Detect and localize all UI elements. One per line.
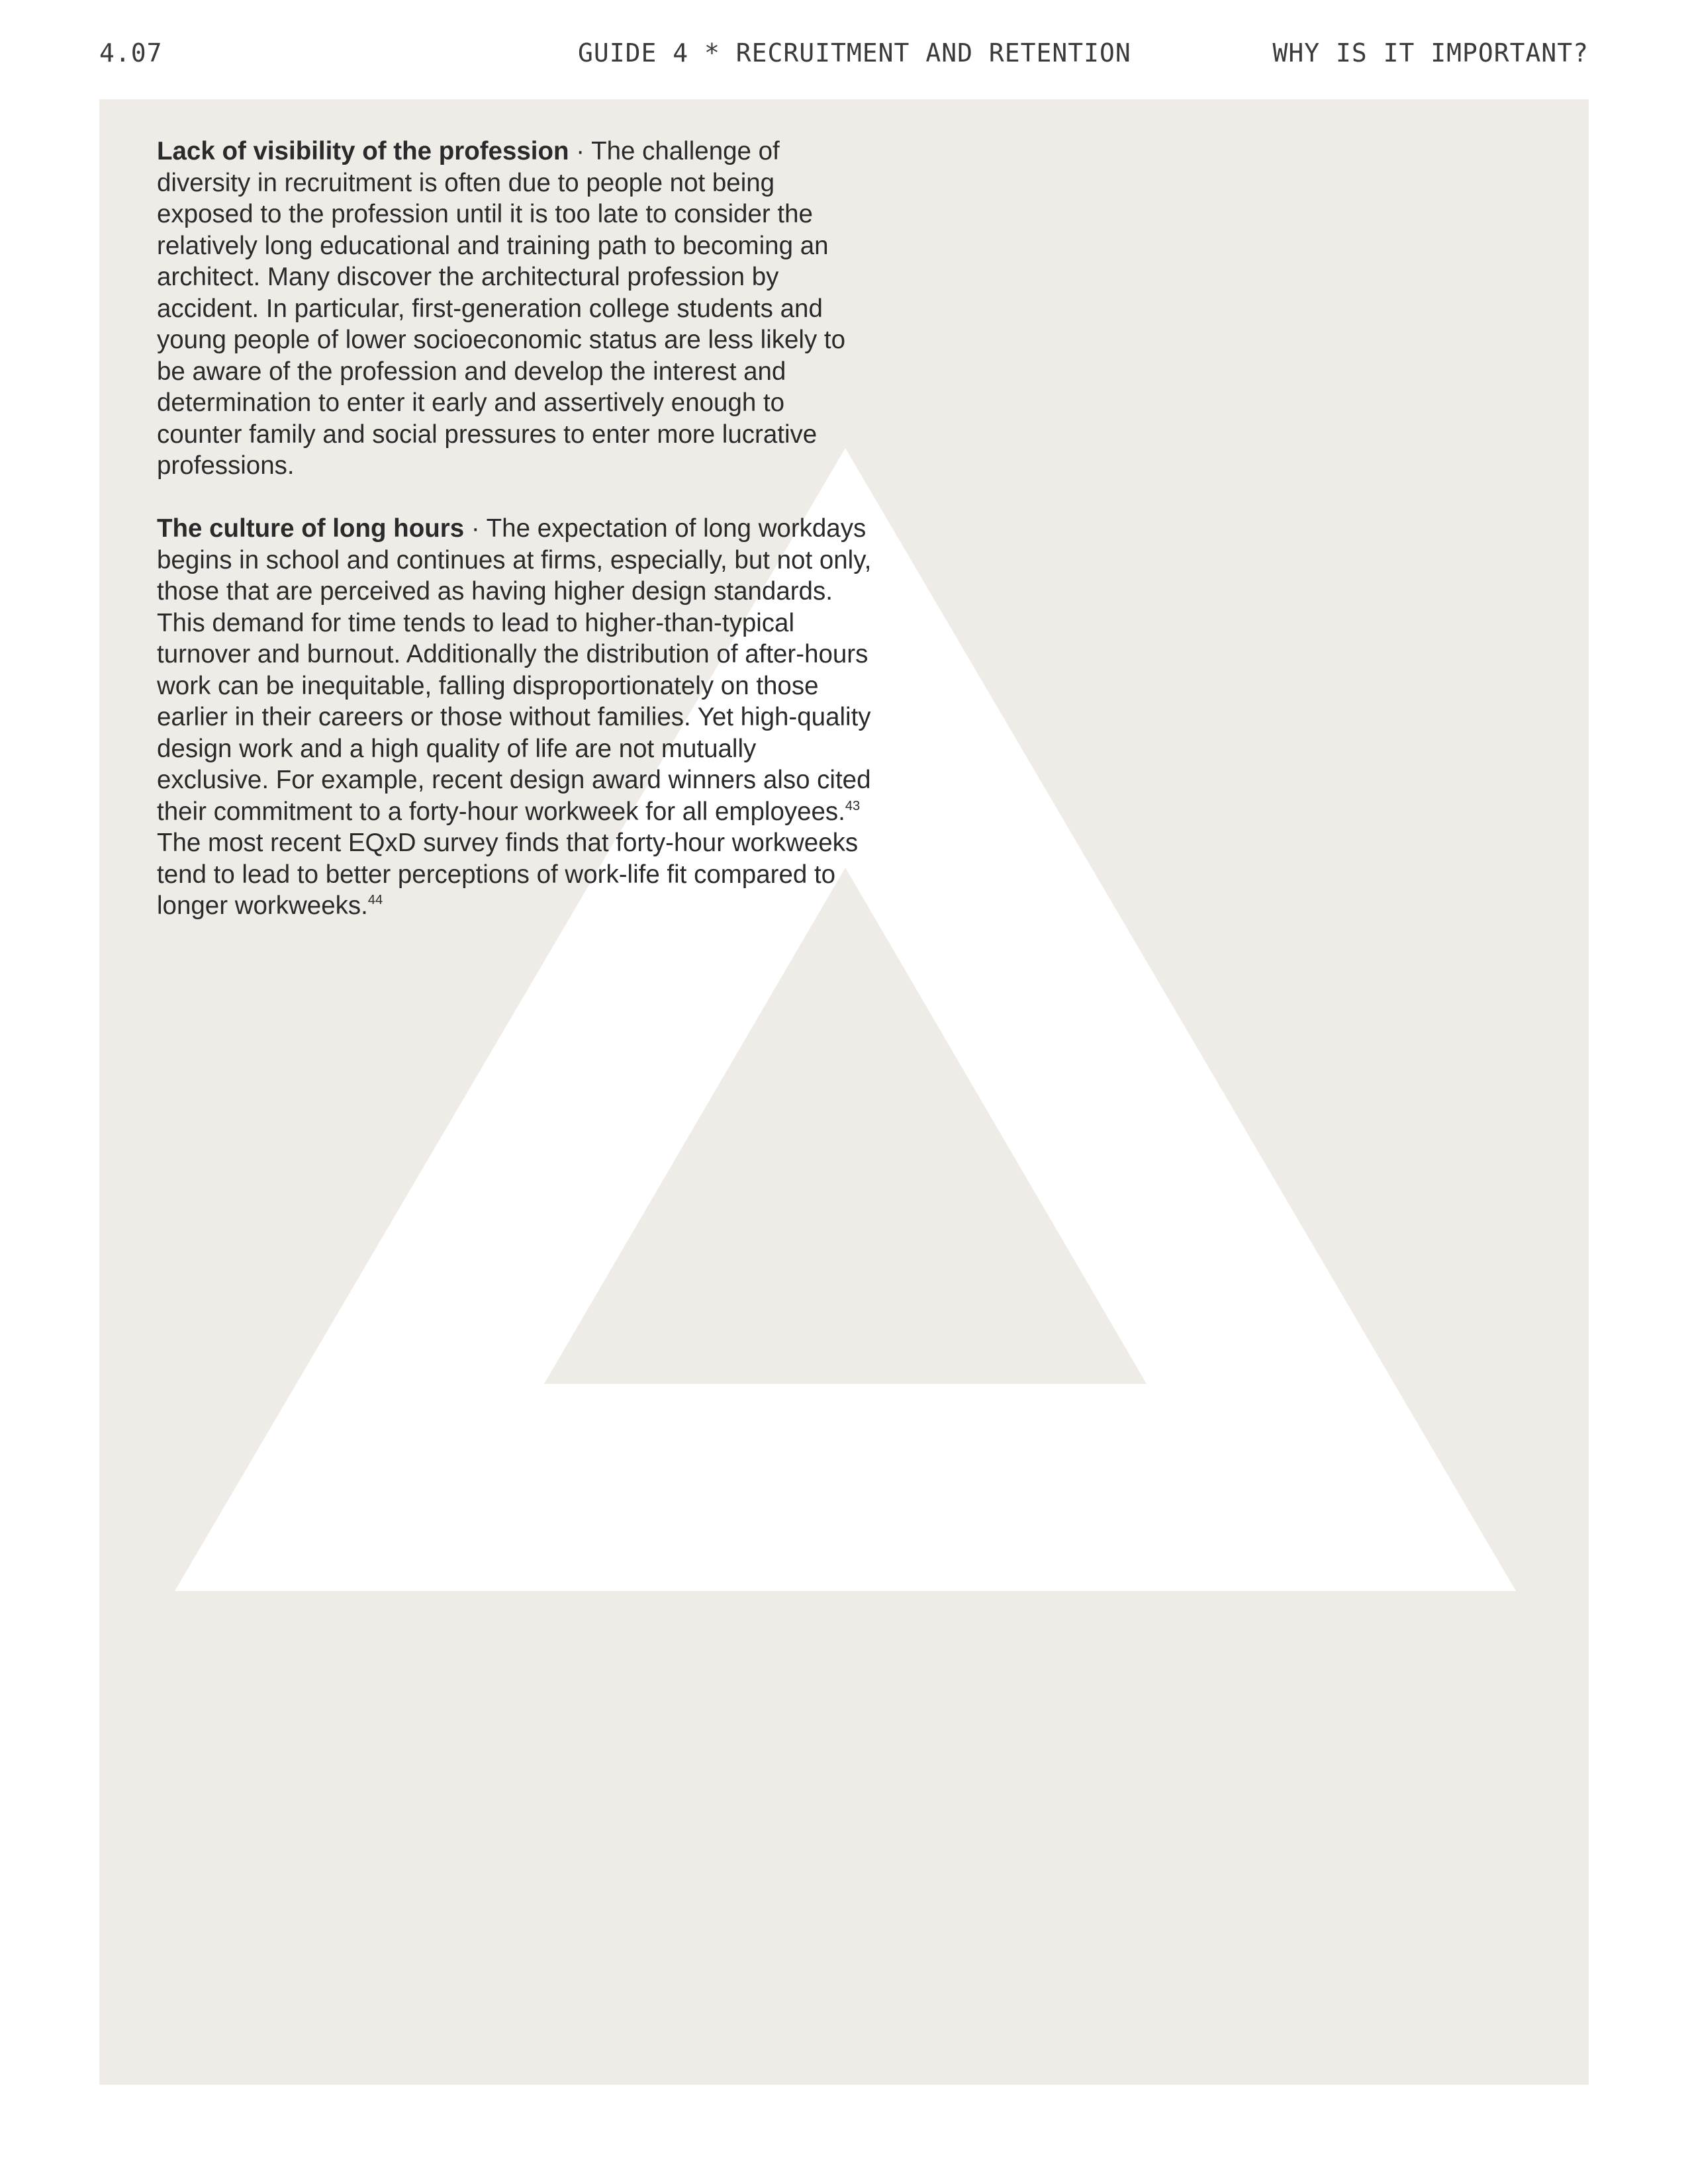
paragraph-text: The challenge of diversity in recruitment is often due to people not being exposed to the profession until it is too late to consider the relatively long educational and training path to becoming an architect. Many discover the architectural profession by accident. In particular, first-generation college students and young people of lower socioeconomic status are less likely to be aware of the profession and develop the interest and determination to enter it early and assertively enough to counter family and social pressures to enter more lucrative professions. (157, 137, 846, 480)
paragraph-heading: The culture of long hours (157, 514, 465, 543)
footnote-marker: 43 (845, 798, 861, 813)
paragraph-long-hours (157, 513, 872, 922)
paragraph-text-continued: The most recent EQxD survey finds that forty-hour workweeks tend to lead to better perceptions of work-life fit compared to longer workweeks. (157, 829, 859, 920)
paragraph-separator: · (464, 514, 487, 543)
page-header (99, 38, 1589, 78)
body-text (157, 136, 872, 953)
paragraph-visibility (157, 136, 872, 482)
page-number: 4.07 (99, 38, 163, 68)
paragraph-text: The expectation of long workdays begins in school and continues at firms, especially, but not only, those that are perceived as having higher design standards. This demand for time tends to lead to higher-than-typical turnover and burnout. Additionally the distribution of after-hours work can be inequitable, falling disproportionately on those earlier in their careers or those without families. Yet high-quality design work and a high quality of life are not mutually exclusive. For example, recent design award winners also cited their commitment to a forty-hour workweek for all employees. (157, 514, 872, 826)
content-panel (99, 99, 1589, 2085)
chapter-title: WHY IS IT IMPORTANT? (1272, 38, 1589, 68)
paragraph-separator: · (569, 137, 592, 165)
footnote-marker: 44 (367, 893, 383, 907)
section-title: GUIDE 4 * RECRUITMENT AND RETENTION (578, 38, 1131, 68)
paragraph-heading: Lack of visibility of the profession (157, 137, 569, 165)
